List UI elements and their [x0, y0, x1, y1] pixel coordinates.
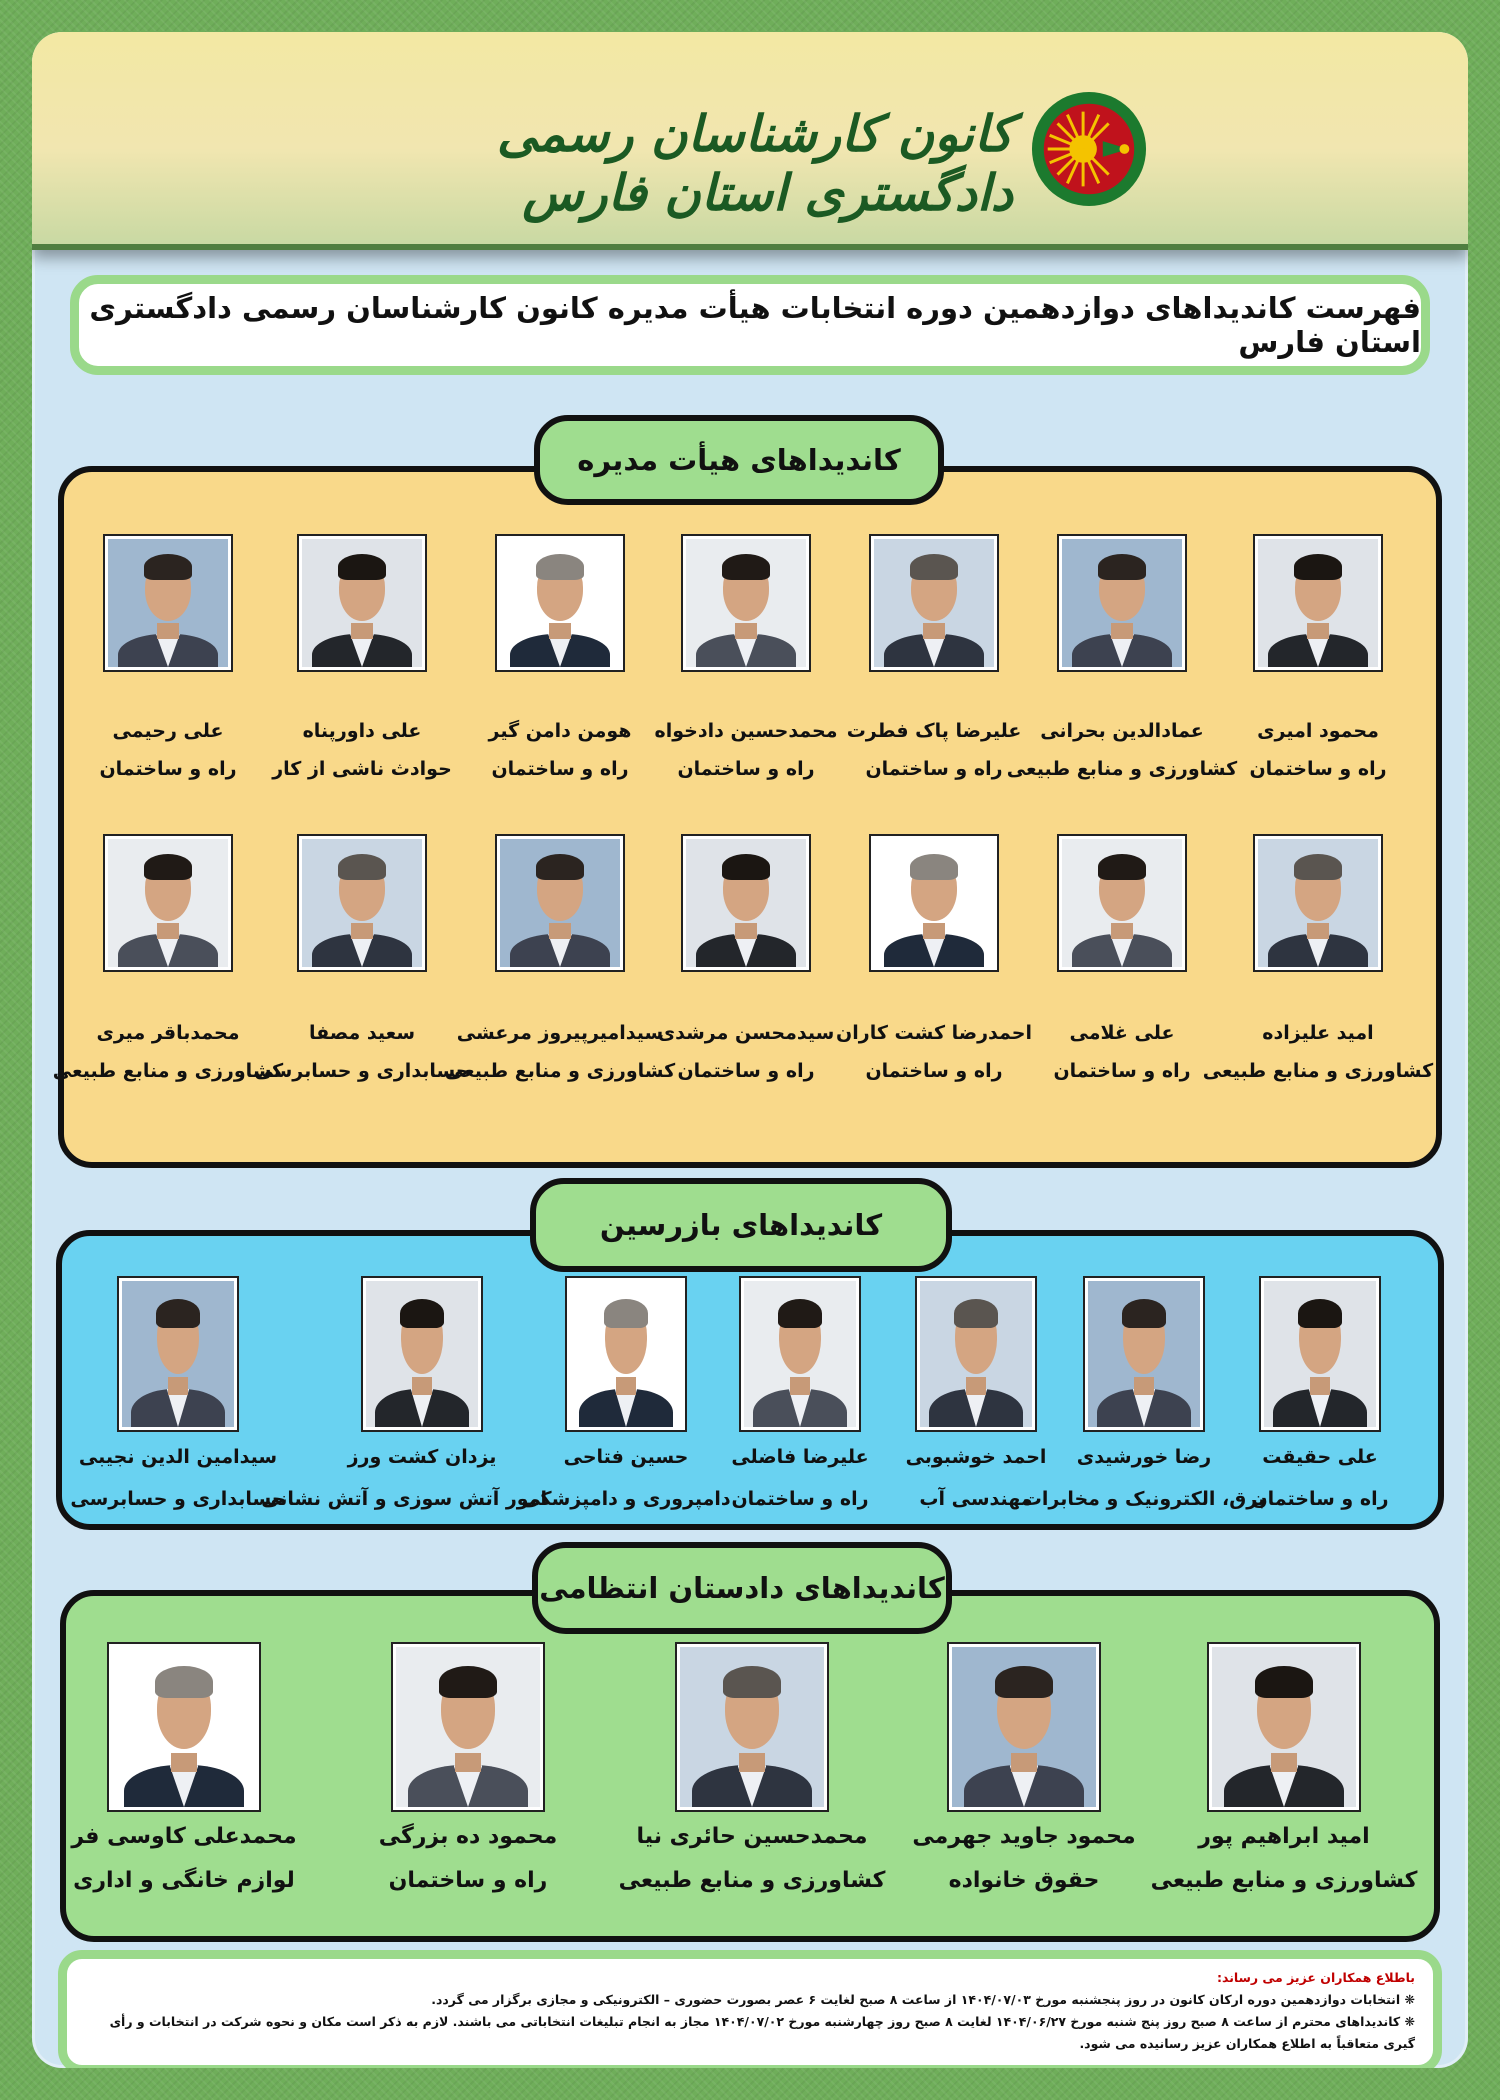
- candidate-photo: [1059, 836, 1185, 970]
- candidate-photo: [299, 536, 425, 670]
- candidate-field: لوازم خانگی و اداری: [73, 1868, 295, 1893]
- candidate-name: علیرضا فاضلی: [731, 1446, 869, 1468]
- candidate-name: محمدحسین دادخواه: [654, 720, 838, 742]
- candidate-photo: [1059, 536, 1185, 670]
- candidate-photo: [105, 536, 231, 670]
- candidate-name: هومن دامن گیر: [488, 720, 632, 742]
- candidate-list-title: فهرست کاندیداهای دوازدهمین دوره انتخابات هیأت مدیره کانون کارشناسان رسمی دادگستری استان فارس: [89, 291, 1421, 359]
- candidate-photo: [1255, 536, 1381, 670]
- candidate-photo: [105, 836, 231, 970]
- candidate-field: راه و ساختمان: [677, 758, 815, 780]
- candidate-name: محمود ده بزرگی: [378, 1824, 558, 1849]
- candidate-field: راه و ساختمان: [1251, 1488, 1389, 1510]
- candidate-name: حسین فتاحی: [563, 1446, 689, 1468]
- candidate-photo: [109, 1644, 259, 1810]
- candidate-field: دامپروری و دامپزشکی: [521, 1488, 731, 1510]
- candidate-name: امید علیزاده: [1262, 1022, 1374, 1044]
- candidate-photo: [871, 536, 997, 670]
- candidate-name: سیدامین الدین نجیبی: [78, 1446, 278, 1468]
- candidate-card: [874, 1644, 1174, 1902]
- poster-frame: [32, 32, 1468, 2068]
- candidate-field: راه و ساختمان: [1053, 1060, 1191, 1082]
- candidate-field: راه و ساختمان: [865, 758, 1003, 780]
- candidate-list-title-box: [70, 275, 1430, 375]
- inspector-section-label: کاندیداهای بازرسین: [530, 1178, 952, 1272]
- candidate-field: کشاورزی و منابع طبیعی: [1006, 758, 1238, 780]
- candidate-name: محمود امیری: [1257, 720, 1379, 742]
- candidate-name: علیرضا پاک فطرت: [846, 720, 1022, 742]
- candidate-name: علی داورپناه: [302, 720, 422, 742]
- candidate-field: راه و ساختمان: [491, 758, 629, 780]
- candidate-name: عمادالدین بحرانی: [1040, 720, 1204, 742]
- candidate-name: یزدان کشت ورز: [347, 1446, 497, 1468]
- candidate-photo: [917, 1278, 1035, 1430]
- candidate-photo: [683, 536, 809, 670]
- candidate-photo: [677, 1644, 827, 1810]
- candidate-photo: [567, 1278, 685, 1430]
- candidate-field: مهندسی آب: [919, 1488, 1033, 1510]
- candidate-name: احمد خوشبوبی: [905, 1446, 1047, 1468]
- candidate-photo: [741, 1278, 859, 1430]
- candidate-photo: [683, 836, 809, 970]
- candidate-photo: [949, 1644, 1099, 1810]
- candidate-photo: [1261, 1278, 1379, 1430]
- candidate-name: محمدعلی کاوسی فر: [71, 1824, 297, 1849]
- candidate-field: راه و ساختمان: [99, 758, 237, 780]
- candidate-name: علی رحیمی: [112, 720, 224, 742]
- candidate-photo: [871, 836, 997, 970]
- candidate-field: کشاورزی و منابع طبیعی: [1150, 1868, 1418, 1893]
- candidate-photo: [363, 1278, 481, 1430]
- board-section-label: کاندیداهای هیأت مدیره: [534, 415, 944, 505]
- candidate-name: امید ابراهیم پور: [1198, 1824, 1370, 1849]
- candidate-photo: [1209, 1644, 1359, 1810]
- candidate-name: علی غلامی: [1069, 1022, 1175, 1044]
- organization-logo-icon: [1030, 90, 1148, 208]
- candidate-name: احمدرضا کشت کاران: [836, 1022, 1032, 1044]
- candidate-field: کشاورزی و منابع طبیعی: [1202, 1060, 1434, 1082]
- candidate-photo: [497, 536, 623, 670]
- candidate-name: علی حقیقت: [1262, 1446, 1378, 1468]
- notice-box: [58, 1950, 1442, 2068]
- candidate-field: کشاورزی و منابع طبیعی: [52, 1060, 284, 1082]
- candidate-field: راه و ساختمان: [865, 1060, 1003, 1082]
- candidate-photo: [393, 1644, 543, 1810]
- candidate-photo: [1085, 1278, 1203, 1430]
- candidate-field: حسابداری و حسابرسی: [254, 1060, 470, 1082]
- notice-heading: باطلاع همکاران عزیز می رساند:: [1216, 1970, 1415, 1985]
- candidate-field: کشاورزی و منابع طبیعی: [444, 1060, 676, 1082]
- candidate-field: راه و ساختمان: [388, 1868, 548, 1893]
- candidate-field: حسابداری و حسابرسی: [70, 1488, 286, 1510]
- candidate-field: راه و ساختمان: [731, 1488, 869, 1510]
- candidate-field: حقوق خانواده: [948, 1868, 1100, 1893]
- notice-item: ❋ کاندیداهای محترم از ساعت ۸ صبح روز پنج شنبه مورخ ۱۴۰۴/۰۶/۲۷ لغایت ۸ صبح روز چهارشنبه مورخ ۱۴۰۴/۰۷/۰۲ مجاز به انجام تبلیغات انتخاباتی می باشند. لازم به ذکر است مکان و نحوه شرکت در انتخابات و رأی گیری متعاقباً به اطلاع همکاران عزیز رسانیده می شود.: [109, 2014, 1415, 2051]
- candidate-card: [43, 536, 293, 792]
- candidate-name: سعید مصفا: [308, 1022, 416, 1044]
- candidate-field: امور آتش سوزی و آتش نشانی: [261, 1488, 547, 1510]
- disciplinary-section-label: کاندیداهای دادستان انتظامی: [532, 1542, 952, 1634]
- candidate-name: رضا خورشیدی: [1076, 1446, 1212, 1468]
- candidate-field: حوادث ناشی از کار: [272, 758, 452, 780]
- candidate-name: محمود جاوید جهرمی: [912, 1824, 1136, 1849]
- candidate-field: کشاورزی و منابع طبیعی: [618, 1868, 886, 1893]
- candidate-name: محمدحسین حائری نیا: [636, 1824, 868, 1849]
- candidate-field: برق، الکترونیک و مخابرات: [1022, 1488, 1266, 1510]
- candidate-card: [261, 1278, 547, 1522]
- candidate-photo: [119, 1278, 237, 1430]
- header-banner: [32, 32, 1468, 250]
- candidate-field: راه و ساختمان: [677, 1060, 815, 1082]
- candidate-photo: [1255, 836, 1381, 970]
- candidate-name: سیدامیرپیروز مرعشی: [456, 1022, 664, 1044]
- candidate-name: سیدمحسن مرشدی: [657, 1022, 835, 1044]
- candidate-card: [34, 1644, 334, 1902]
- candidate-card: [602, 1644, 902, 1902]
- candidate-field: راه و ساختمان: [1249, 758, 1387, 780]
- candidate-photo: [299, 836, 425, 970]
- candidate-card: [1134, 1644, 1434, 1902]
- candidate-card: [53, 1278, 303, 1522]
- candidate-name: محمدباقر میری: [96, 1022, 240, 1044]
- candidate-card: [318, 1644, 618, 1902]
- candidate-photo: [497, 836, 623, 970]
- candidate-card: [43, 836, 293, 1094]
- organization-title: کانون کارشناسان رسمی دادگستری استان فارس: [496, 104, 1013, 222]
- notice-item: ❋ انتخابات دوازدهمین دوره ارکان کانون در روز پنجشنبه مورخ ۱۴۰۴/۰۷/۰۳ از ساعت ۸ صبح لغایت ۶ عصر بصورت حضوری – الکترونیکی و مجازی برگزار می گردد.: [431, 1992, 1415, 2007]
